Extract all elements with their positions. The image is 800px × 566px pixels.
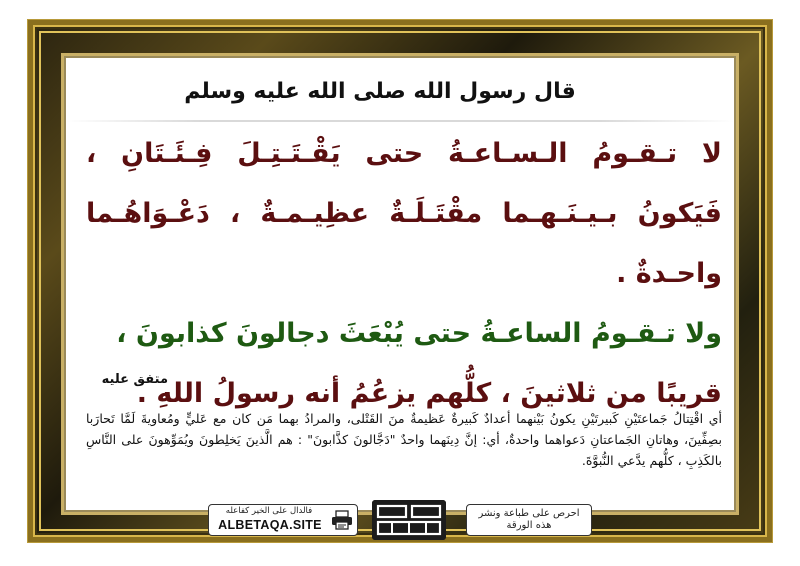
site-box[interactable] [208, 504, 358, 536]
hadith-part-1: لا تـقـومُ الـسـاعـةُ حتى يَقْـتَـتِـلَ فِـئَـتَانِ ، فَيَكونُ بـيـنَـهـما مقْتَـلَـةٌ عظِيـمـةٌ ، دَعْـوَاهُـما واحـدةٌ . [86, 138, 722, 289]
hadith-part-2: ولا تـقـومُ الساعـةُ حتى يُبْعَثَ دجالونَ كذابونَ ، [116, 318, 722, 349]
site-note: فالدال على الخير كفاعله [225, 506, 313, 516]
hadith-part-3: قريبًا من ثلاثينَ ، كلُّهم يزعُمُ أنه رسولُ اللهِ . [136, 378, 722, 409]
logo-icon [372, 500, 446, 540]
footer [208, 500, 592, 540]
print-box [466, 504, 592, 536]
hadith-source: متفق عليه [101, 372, 168, 387]
site-logo [372, 500, 450, 540]
header-divider [66, 120, 734, 122]
hadith-text [86, 124, 722, 424]
printer-icon [331, 510, 353, 530]
print-call-text: احرص على طباعة ونشر هذه الورقة [478, 508, 580, 531]
site-url[interactable]: ALBETAQA.SITE [218, 518, 322, 532]
page-title: قال رسول الله صلى الله عليه وسلم [184, 79, 576, 104]
explanation-text: أي اقْتِتالُ جَماعتَيْنِ كَبيرتَيْنِ يكونُ بَيْنهما أعدادٌ كَبيرةٌ عَظيمةٌ منَ القَتْلى، والمرادُ بهما مَن كان مع عَليٍّ ومُعاويةَ لَمَّا تَحارَبا بصِفِّينَ، وهاتانِ الجَماعتانِ دَعواهما واحدةٌ، أي: إنَّ دِينَهما واحدٌ "دَجَّالونَ كذَّابونَ" : هم الَّذينَ يَخلِطونَ ويُمَوِّهونَ على النَّاسِ بالكَذِبِ ، كلُّهم يدَّعي النُّبوَّةَ. [86, 411, 722, 468]
